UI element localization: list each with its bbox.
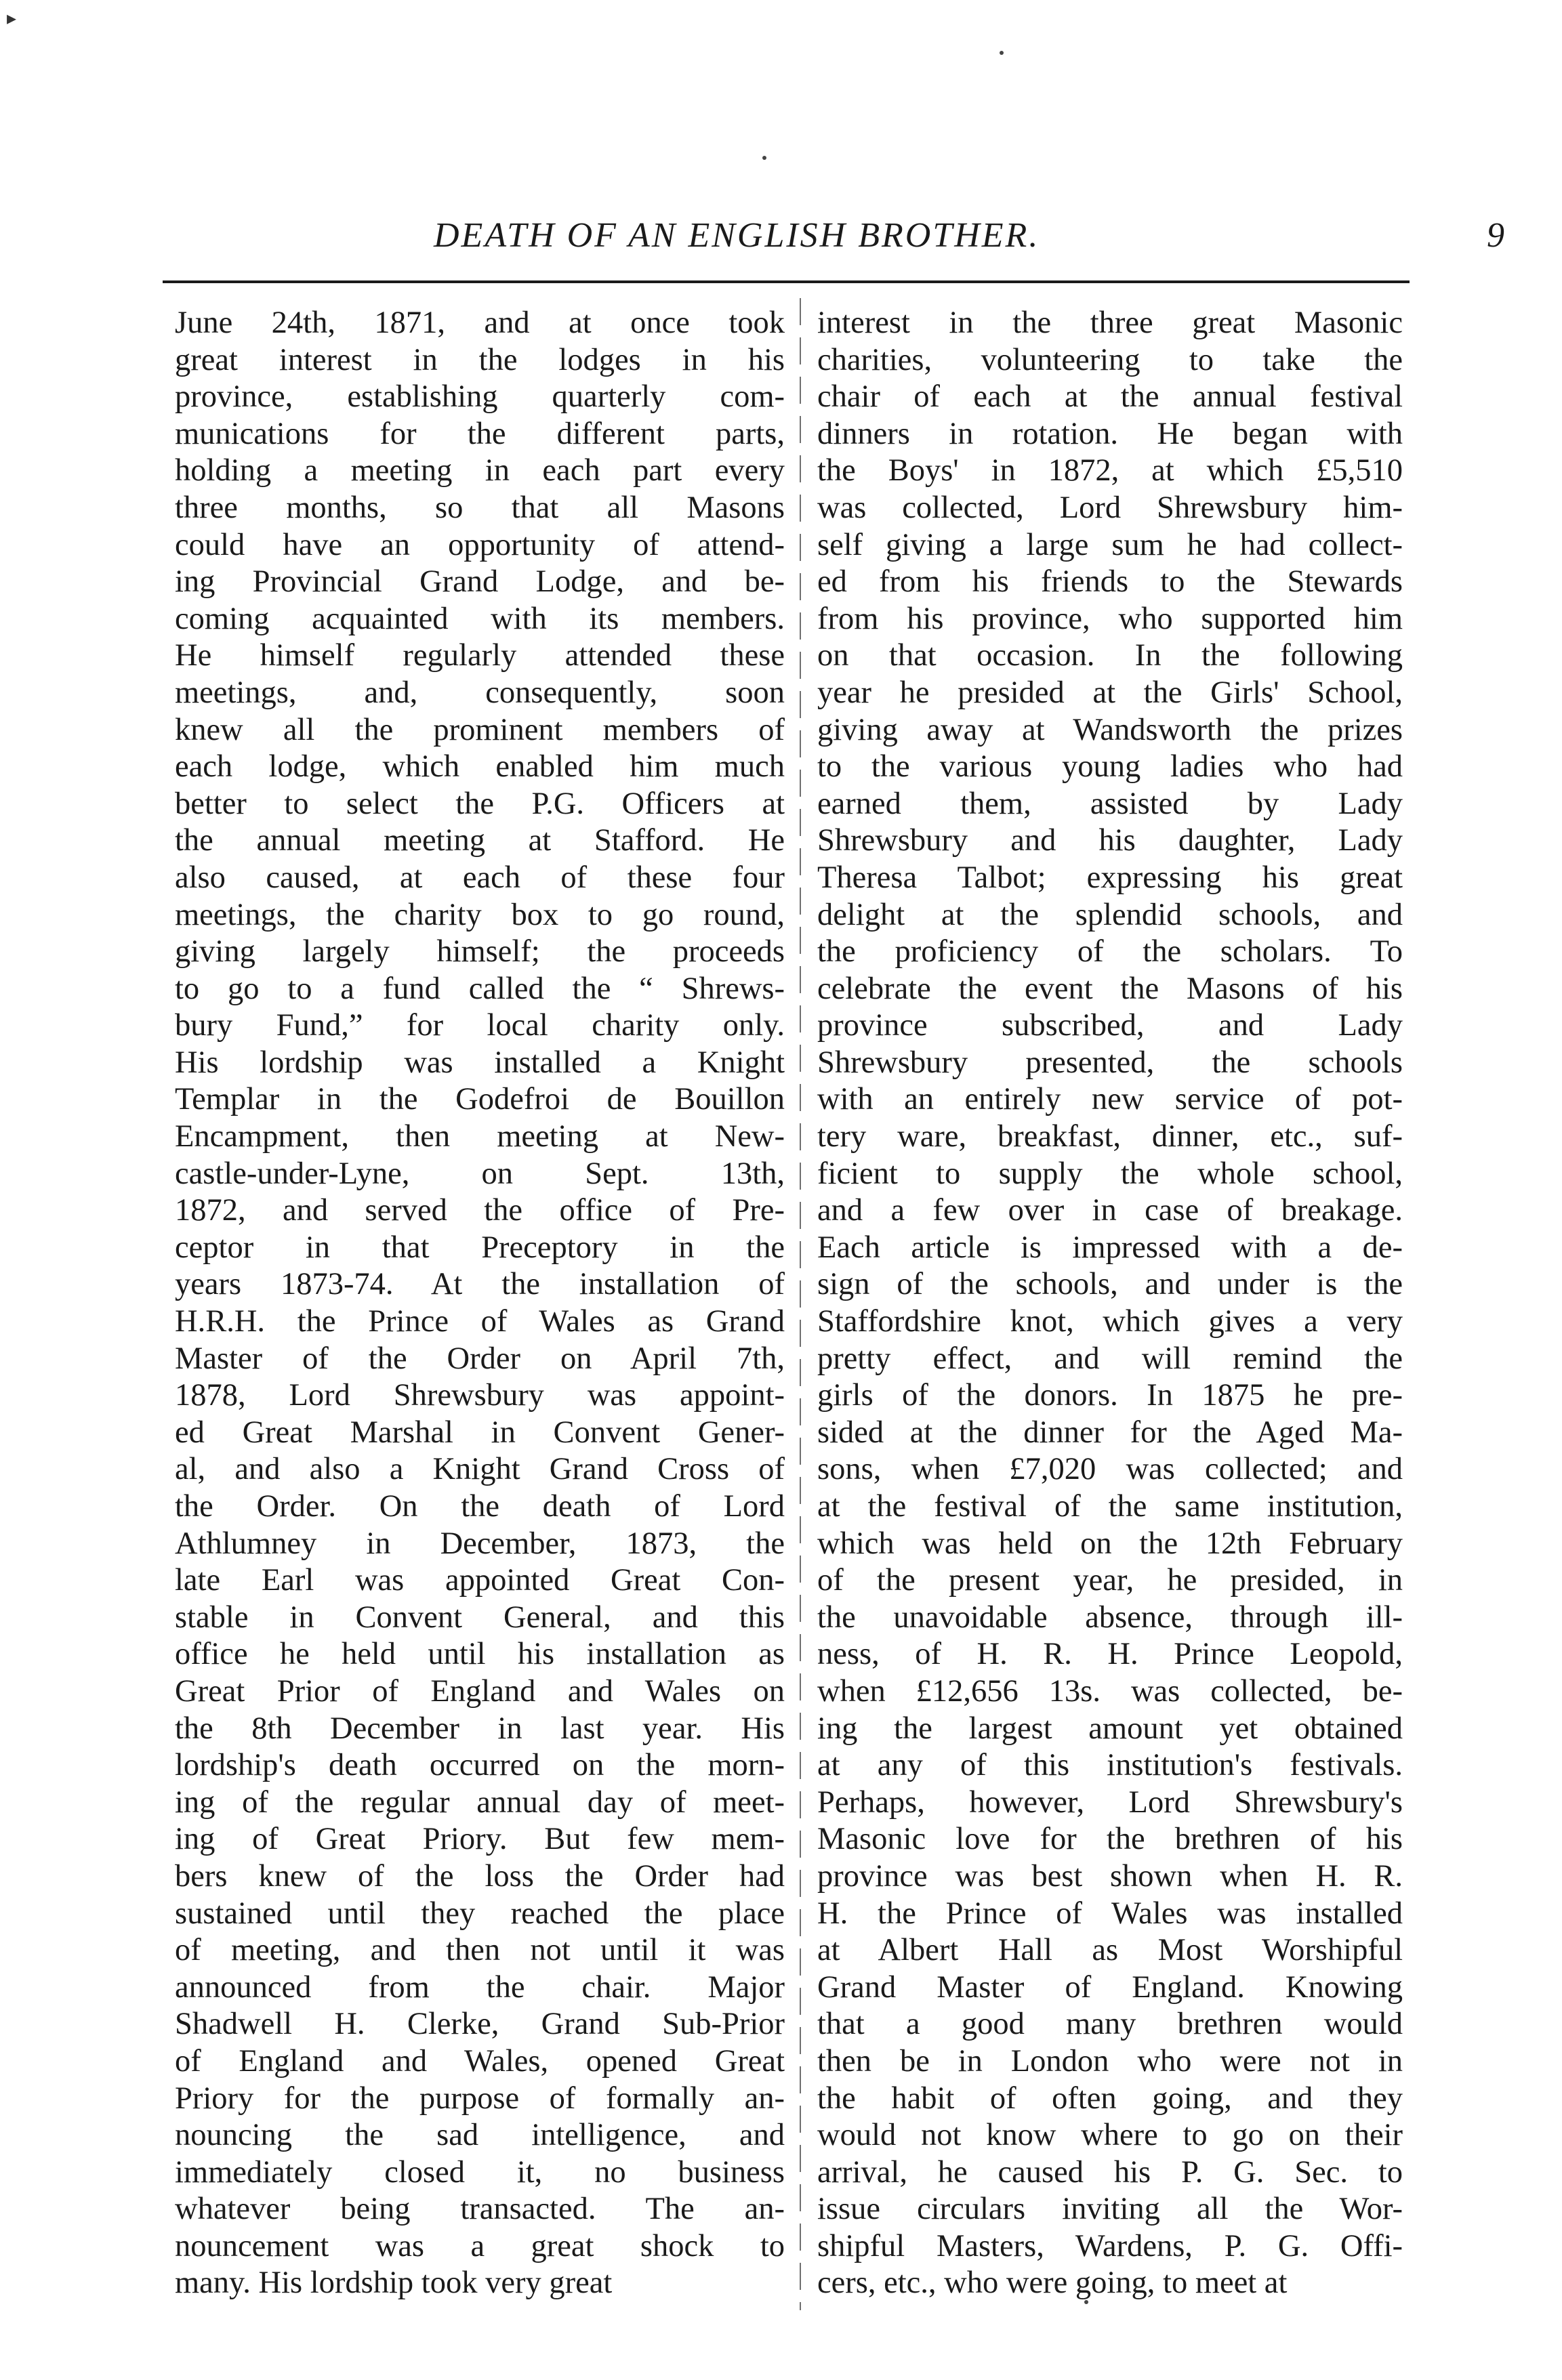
text-line: dinners in rotation. He began with: [817, 416, 1403, 451]
text-line: Shrewsbury presented, the schools: [817, 1045, 1403, 1080]
text-line: and a few over in case of breakage.: [817, 1193, 1403, 1228]
text-line: knew all the prominent members of: [175, 712, 785, 747]
text-line: tery ware, breakfast, dinner, etc., suf-: [817, 1119, 1403, 1154]
text-line: shipful Masters, Wardens, P. G. Offi-: [817, 2228, 1403, 2263]
text-line: ficient to supply the whole school,: [817, 1156, 1403, 1191]
text-line: girls of the donors. In 1875 he pre-: [817, 1378, 1403, 1413]
text-line: ed from his friends to the Stewards: [817, 564, 1403, 600]
text-line: 1872, and served the office of Pre-: [175, 1193, 785, 1228]
text-line: earned them, assisted by Lady: [817, 786, 1403, 821]
text-line: nouncement was a great shock to: [175, 2228, 785, 2263]
text-line: celebrate the event the Masons of his: [817, 971, 1403, 1006]
text-line: the Order. On the death of Lord: [175, 1489, 785, 1524]
text-line: Shadwell H. Clerke, Grand Sub-Prior: [175, 2007, 785, 2042]
text-line: of England and Wales, opened Great: [175, 2043, 785, 2079]
text-line: ness, of H. R. H. Prince Leopold,: [817, 1637, 1403, 1672]
text-line: meetings, the charity box to go round,: [175, 897, 785, 932]
text-line: immediately closed it, no business: [175, 2154, 785, 2190]
text-line: Master of the Order on April 7th,: [175, 1341, 785, 1376]
text-line: that a good many brethren would: [817, 2007, 1403, 2042]
text-line: H. the Prince of Wales was installed: [817, 1896, 1403, 1931]
text-line: of meeting, and then not until it was: [175, 1933, 785, 1968]
text-line: then be in London who were not in: [817, 2043, 1403, 2079]
text-line: issue circulars inviting all the Wor-: [817, 2192, 1403, 2227]
text-line: better to select the P.G. Officers at: [175, 786, 785, 821]
text-line: coming acquainted with its members.: [175, 601, 785, 636]
header-rule: [163, 280, 1410, 283]
left-column: [175, 305, 785, 2302]
text-line: the unavoidable absence, through ill-: [817, 1600, 1403, 1635]
text-line: Staffordshire knot, which gives a very: [817, 1304, 1403, 1339]
text-line: three months, so that all Masons: [175, 490, 785, 525]
text-line: office he held until his installation as: [175, 1637, 785, 1672]
text-line: with an entirely new service of pot-: [817, 1082, 1403, 1117]
text-line: charities, volunteering to take the: [817, 342, 1403, 377]
text-line: would not know where to go on their: [817, 2118, 1403, 2153]
scan-artifact-mark: ▸: [7, 8, 17, 29]
text-line: of the present year, he presided, in: [817, 1563, 1403, 1598]
text-line: year he presided at the Girls' School,: [817, 675, 1403, 710]
text-line: Perhaps, however, Lord Shrewsbury's: [817, 1784, 1403, 1820]
text-line: province, establishing quarterly com-: [175, 379, 785, 415]
text-line: the 8th December in last year. His: [175, 1711, 785, 1746]
text-line: pretty effect, and will remind the: [817, 1341, 1403, 1376]
text-line: H.R.H. the Prince of Wales as Grand: [175, 1304, 785, 1339]
text-line: ceptor in that Preceptory in the: [175, 1230, 785, 1265]
text-line: bers knew of the loss the Order had: [175, 1858, 785, 1894]
text-line: ing of the regular annual day of meet-: [175, 1784, 785, 1820]
text-line: meetings, and, consequently, soon: [175, 675, 785, 710]
text-line: His lordship was installed a Knight: [175, 1045, 785, 1080]
text-line: holding a meeting in each part every: [175, 453, 785, 488]
text-line: self giving a large sum he had collect-: [817, 527, 1403, 562]
text-line: late Earl was appointed Great Con-: [175, 1563, 785, 1598]
text-line: cers, etc., who were going, to meet at: [817, 2266, 1288, 2301]
text-line: bury Fund,” for local charity only.: [175, 1008, 785, 1043]
text-line: castle-under-Lyne, on Sept. 13th,: [175, 1156, 785, 1191]
text-line: at Albert Hall as Most Worshipful: [817, 1933, 1403, 1968]
text-line: from his province, who supported him: [817, 601, 1403, 636]
text-line: delight at the splendid schools, and: [817, 897, 1403, 932]
text-line: ing the largest amount yet obtained: [817, 1711, 1403, 1746]
text-line: on that occasion. In the following: [817, 638, 1403, 673]
text-line: when £12,656 13s. was collected, be-: [817, 1673, 1403, 1709]
text-line: munications for the different parts,: [175, 416, 785, 451]
right-column: [817, 305, 1403, 2302]
text-line: the proficiency of the scholars. To: [817, 934, 1403, 969]
text-line: many. His lordship took very great: [175, 2266, 613, 2301]
page-number: 9: [1487, 216, 1504, 255]
text-line: Each article is impressed with a de-: [817, 1230, 1403, 1265]
text-line: at the festival of the same institution,: [817, 1489, 1403, 1524]
text-line: interest in the three great Masonic: [817, 306, 1403, 340]
text-line: Athlumney in December, 1873, the: [175, 1526, 785, 1561]
text-line: ing of Great Priory. But few mem-: [175, 1822, 785, 1857]
text-line: arrival, he caused his P. G. Sec. to: [817, 2154, 1403, 2190]
text-line: at any of this institution's festivals.: [817, 1748, 1403, 1783]
text-line: was collected, Lord Shrewsbury him-: [817, 490, 1403, 525]
text-line: the Boys' in 1872, at which £5,510: [817, 453, 1403, 488]
text-line: chair of each at the annual festival: [817, 379, 1403, 415]
text-line: the habit of often going, and they: [817, 2081, 1403, 2116]
text-line: Masonic love for the brethren of his: [817, 1822, 1403, 1857]
text-line: years 1873-74. At the installation of: [175, 1267, 785, 1302]
text-line: al, and also a Knight Grand Cross of: [175, 1452, 785, 1487]
text-line: great interest in the lodges in his: [175, 342, 785, 377]
text-line: announced from the chair. Major: [175, 1969, 785, 2005]
text-line: stable in Convent General, and this: [175, 1600, 785, 1635]
text-line: also caused, at each of these four: [175, 860, 785, 895]
text-line: sustained until they reached the place: [175, 1896, 785, 1931]
text-line: June 24th, 1871, and at once took: [175, 306, 785, 340]
running-title: DEATH OF AN ENGLISH BROTHER.: [434, 216, 1040, 255]
text-line: nouncing the sad intelligence, and: [175, 2118, 785, 2153]
text-line: Shrewsbury and his daughter, Lady: [817, 823, 1403, 858]
text-line: sons, when £7,020 was collected; and: [817, 1452, 1403, 1487]
text-line: Priory for the purpose of formally an-: [175, 2081, 785, 2116]
text-line: Encampment, then meeting at New-: [175, 1119, 785, 1154]
text-line: ing Provincial Grand Lodge, and be-: [175, 564, 785, 600]
text-line: province subscribed, and Lady: [817, 1008, 1403, 1043]
text-line: Theresa Talbot; expressing his great: [817, 860, 1403, 895]
text-line: giving away at Wandsworth the prizes: [817, 712, 1403, 747]
text-line: giving largely himself; the proceeds: [175, 934, 785, 969]
text-line: the annual meeting at Stafford. He: [175, 823, 785, 858]
text-line: 1878, Lord Shrewsbury was appoint-: [175, 1378, 785, 1413]
text-line: sided at the dinner for the Aged Ma-: [817, 1415, 1403, 1450]
text-line: which was held on the 12th February: [817, 1526, 1403, 1561]
text-line: He himself regularly attended these: [175, 638, 785, 673]
text-line: Grand Master of England. Knowing: [817, 1969, 1403, 2005]
scan-speck: [762, 156, 766, 160]
text-line: to the various young ladies who had: [817, 749, 1403, 785]
text-line: sign of the schools, and under is the: [817, 1267, 1403, 1302]
page-header: [434, 215, 1504, 270]
scan-speck: [1000, 51, 1004, 55]
text-line: province was best shown when H. R.: [817, 1858, 1403, 1894]
text-line: whatever being transacted. The an-: [175, 2192, 785, 2227]
text-line: each lodge, which enabled him much: [175, 749, 785, 785]
text-line: Great Prior of England and Wales on: [175, 1673, 785, 1709]
column-divider: [800, 298, 801, 2310]
text-line: could have an opportunity of attend-: [175, 527, 785, 562]
text-line: to go to a fund called the “ Shrews-: [175, 971, 785, 1006]
text-line: Templar in the Godefroi de Bouillon: [175, 1082, 785, 1117]
text-line: lordship's death occurred on the morn-: [175, 1748, 785, 1783]
text-line: ed Great Marshal in Convent Gener-: [175, 1415, 785, 1450]
